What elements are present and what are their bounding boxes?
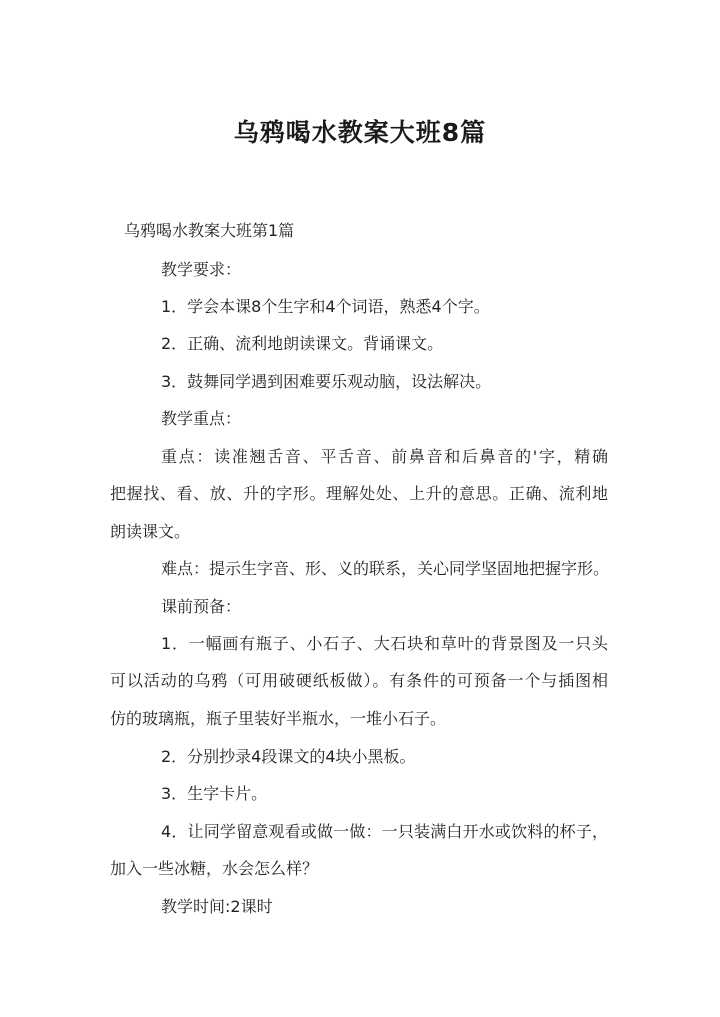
prep-item-2: 2．分别抄录4段课文的4块小黑板。 [161, 747, 416, 766]
requirement-item-3: 3．鼓舞同学遇到困难要乐观动脑，设法解决。 [161, 372, 492, 391]
difficulty-text: 难点：提示生字音、形、义的联系，关心同学坚固地把握字形。 [161, 559, 610, 578]
prep-item-1-line-3: 仿的玻璃瓶，瓶子里装好半瓶水，一堆小石子。 [110, 709, 447, 728]
prep-item-1-line-2: 可以活动的乌鸦（可用破硬纸板做）。有条件的可预备一个与插图相 [110, 671, 608, 690]
requirements-heading: 教学要求： [161, 260, 242, 279]
prep-item-1-line-1: 1．一幅画有瓶子、小石子、大石块和草叶的背景图及一只头 [161, 634, 608, 653]
document-title: 乌鸦喝水教案大班8篇 [233, 118, 487, 147]
requirement-item-2: 2．正确、流利地朗读课文。背诵课文。 [161, 334, 444, 353]
keypoints-line-2: 把握找、看、放、升的字形。理解处处、上升的意思。正确、流利地 [110, 484, 608, 503]
prep-item-3: 3．生字卡片。 [161, 784, 268, 803]
preparation-heading: 课前预备： [161, 597, 242, 616]
prep-item-4-line-2: 加入一些冰糖，水会怎么样？ [110, 859, 319, 878]
keypoints-heading: 教学重点： [161, 409, 242, 428]
prep-item-4-line-1: 4．让同学留意观看或做一做：一只装满白开水或饮料的杯子， [161, 822, 608, 841]
keypoints-line-3: 朗读课文。 [110, 522, 191, 541]
keypoints-line-1: 重点：读准翘舌音、平舌音、前鼻音和后鼻音的'字，精确 [161, 447, 608, 466]
section-heading: 乌鸦喝水教案大班第1篇 [124, 221, 295, 240]
requirement-item-1: 1．学会本课8个生字和4个词语，熟悉4个字。 [161, 297, 490, 316]
teaching-time: 教学时间:2课时 [161, 897, 273, 916]
